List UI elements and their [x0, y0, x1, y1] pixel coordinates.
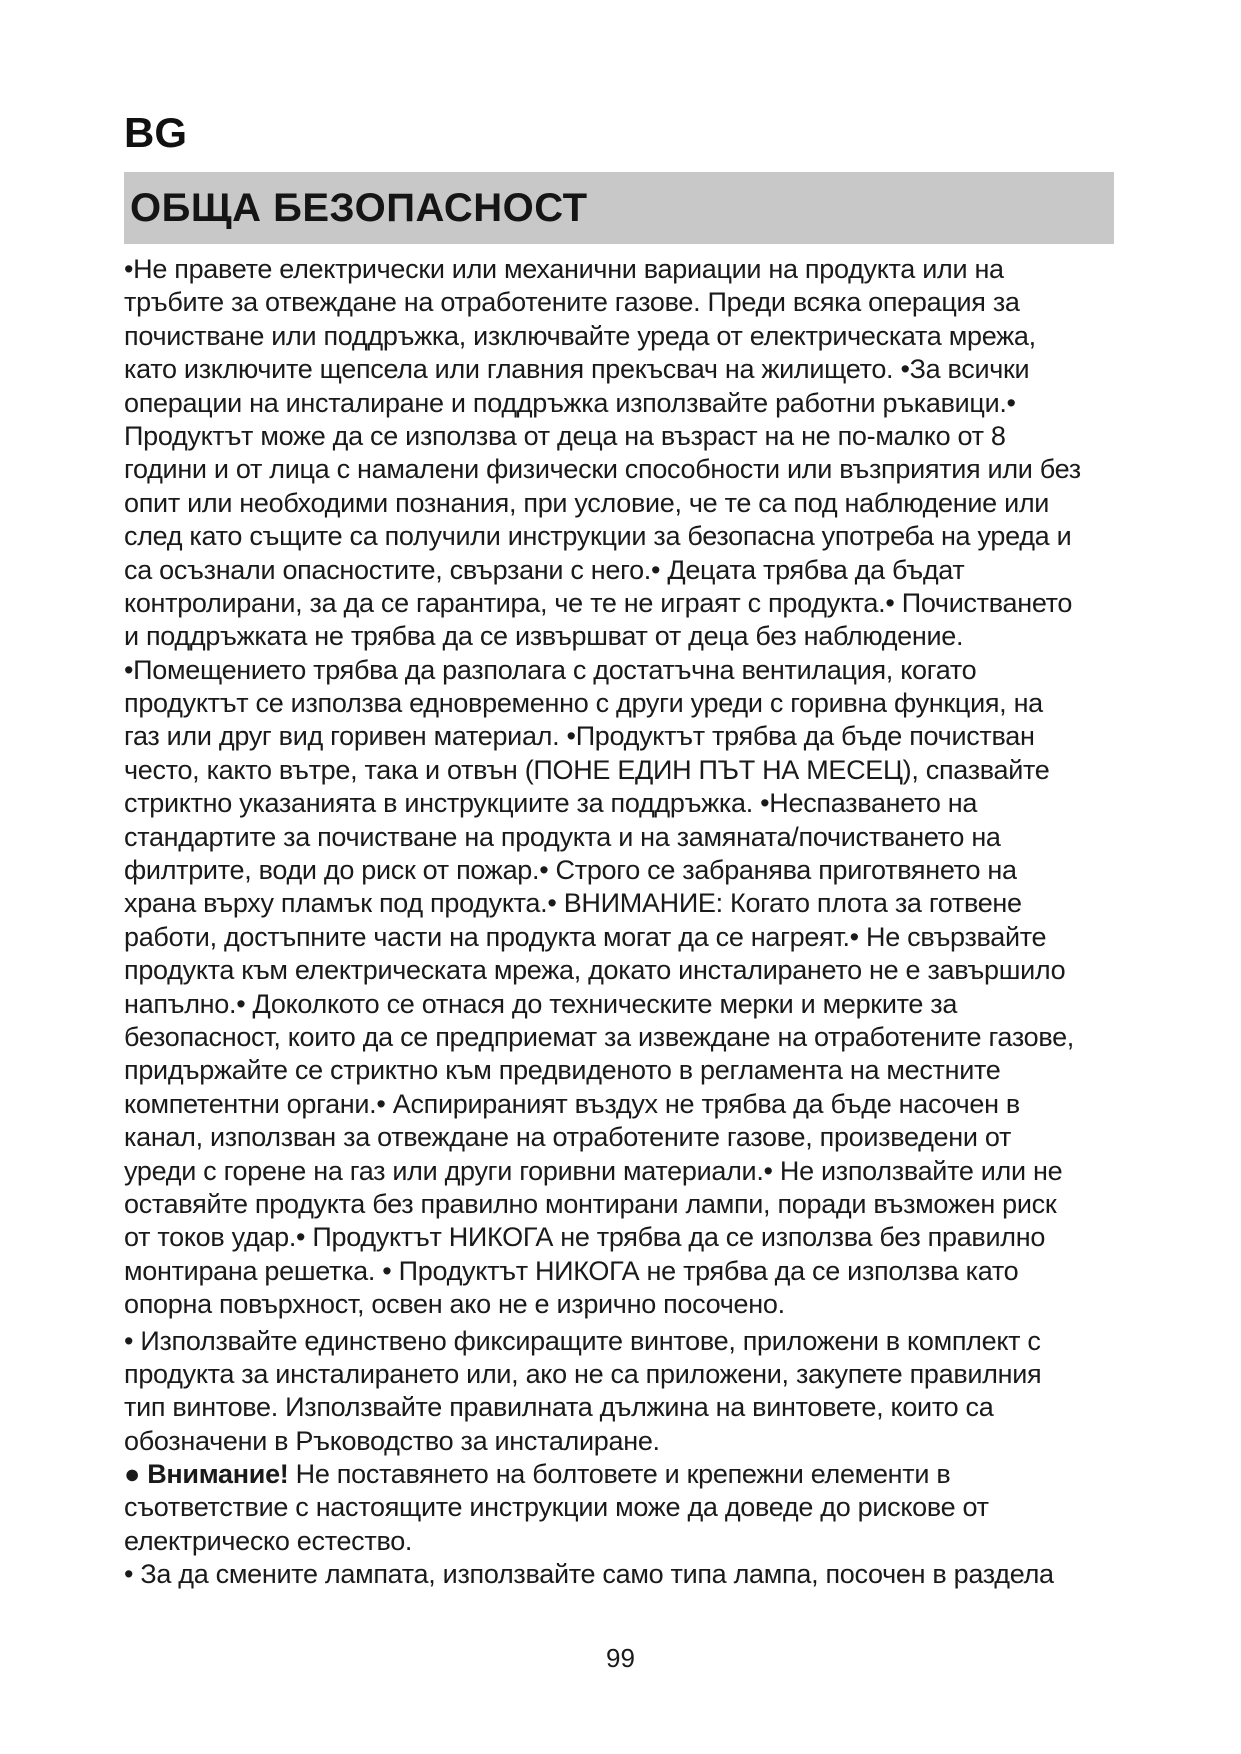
- text-line: храна върху пламък под продукта.• ВНИМАНИЕ: Когато плота за готвене: [124, 888, 1022, 919]
- paragraph-general-safety: [124, 253, 1134, 1322]
- text-line: • Използвайте единствено фиксиращите винтове, приложени в комплект с: [124, 1325, 1041, 1356]
- text-line: и поддръжката не трябва да се извършват от деца без наблюдение.: [124, 621, 964, 652]
- text-line: продукта за инсталирането или, ако не са приложени, закупете правилния: [124, 1358, 1042, 1389]
- paragraph-screws: [124, 1325, 1134, 1459]
- text-line: монтирана решетка. • Продуктът НИКОГА не трябва да се използва като: [124, 1255, 1019, 1286]
- text-line: напълно.• Доколкото се отнася до техническите мерки и мерките за: [124, 988, 958, 1019]
- page-number: 99: [606, 1643, 635, 1673]
- warning-label: Внимание!: [147, 1459, 289, 1490]
- text-line: газ или друг вид горивен материал. •Продуктът трябва да бъде почистван: [124, 721, 1035, 752]
- text-line: безопасност, които да се предприемат за извеждане на отработените газове,: [124, 1021, 1074, 1052]
- text-line: работи, достъпните части на продукта могат да се нагреят.• Не свързвайте: [124, 921, 1047, 952]
- text-line: са осъзнали опасностите, свързани с него.• Децата трябва да бъдат: [124, 554, 965, 585]
- language-code: BG: [124, 109, 187, 156]
- text-line: компетентни органи.• Аспирираният въздух не трябва да бъде насочен в: [124, 1088, 1020, 1119]
- text-line: тип винтове. Използвайте правилната дължина на винтовете, които са: [124, 1392, 994, 1423]
- text-line: стриктно указанията в инструкциите за поддръжка. •Неспазването на: [124, 788, 978, 819]
- text-line: след като същите са получили инструкции за безопасна употреба на уреда и: [124, 521, 1072, 552]
- text-line: често, както вътре, така и отвън (ПОНЕ ЕДИН ПЪТ НА МЕСЕЦ), спазвайте: [124, 754, 1050, 785]
- section-header-bar: [124, 172, 1114, 244]
- text-line: обозначени в Ръководство за инсталиране.: [124, 1425, 660, 1456]
- text-line: •Помещението трябва да разполага с достатъчна вентилация, когато: [124, 654, 977, 685]
- warning-paragraph: [124, 1458, 1134, 1558]
- text-line: Продуктът може да се използва от деца на възраст на не по-малко от 8: [124, 420, 1006, 451]
- text-line: •Не правете електрически или механични вариации на продукта или на: [124, 254, 1004, 284]
- text-line: опит или необходими познания, при условие, че те са под наблюдение или: [124, 487, 1050, 518]
- text-line: придържайте се стриктно към предвиденото в регламента на местните: [124, 1055, 1001, 1086]
- text-line: години и от лица с намалени физически способности или възприятия или без: [124, 454, 1081, 485]
- text-line: като изключите щепсела или главния прекъсвач на жилището. •За всички: [124, 354, 1030, 385]
- text-line: продукта към електрическата мрежа, докато инсталирането не е завършило: [124, 955, 1066, 986]
- text-line: • За да смените лампата, използвайте само типа лампа, посочен в раздела: [124, 1559, 1054, 1590]
- text-line: контролирани, за да се гарантира, че те не играят с продукта.• Почистването: [124, 587, 1073, 618]
- warning-line: [124, 1458, 950, 1491]
- warning-text-line: съответствие с настоящите инструкции може да доведе до рискове от: [124, 1492, 989, 1523]
- text-line: филтрите, води до риск от пожар.• Строго се забранява приготвянето на: [124, 855, 1017, 886]
- text-line: оставяйте продукта без правилно монтирани лампи, поради възможен риск: [124, 1188, 1057, 1219]
- warning-bullet-icon: ●: [124, 1459, 141, 1490]
- text-line: продуктът се използва едновременно с други уреди с горивна функция, на: [124, 688, 1043, 719]
- text-line: операции на инсталиране и поддръжка използвайте работни ръкавици.•: [124, 387, 1016, 418]
- section-title: ОБЩА БЕЗОПАСНОСТ: [130, 186, 588, 230]
- warning-text-line: електрическо естество.: [124, 1525, 413, 1556]
- page-content: [124, 253, 1134, 1592]
- text-line: стандартите за почистване на продукта и на замяната/почистването на: [124, 821, 1001, 852]
- text-line: почистване или поддръжка, изключвайте уреда от електрическата мрежа,: [124, 320, 1036, 351]
- text-line: канал, използван за отвеждане на отработените газове, произведени от: [124, 1122, 1012, 1153]
- text-line: тръбите за отвеждане на отработените газове. Преди всяка операция за: [124, 287, 1020, 318]
- warning-text-line: Не поставянето на болтовете и крепежни елементи в: [288, 1459, 951, 1490]
- paragraph-lamp: [124, 1558, 1134, 1591]
- text-line: опорна повърхност, освен ако не е изрично посочено.: [124, 1289, 785, 1320]
- text-line: уреди с горене на газ или други горивни материали.• Не използвайте или не: [124, 1155, 1063, 1186]
- text-line: от токов удар.• Продуктът НИКОГА не трябва да се използва без правилно: [124, 1222, 1046, 1253]
